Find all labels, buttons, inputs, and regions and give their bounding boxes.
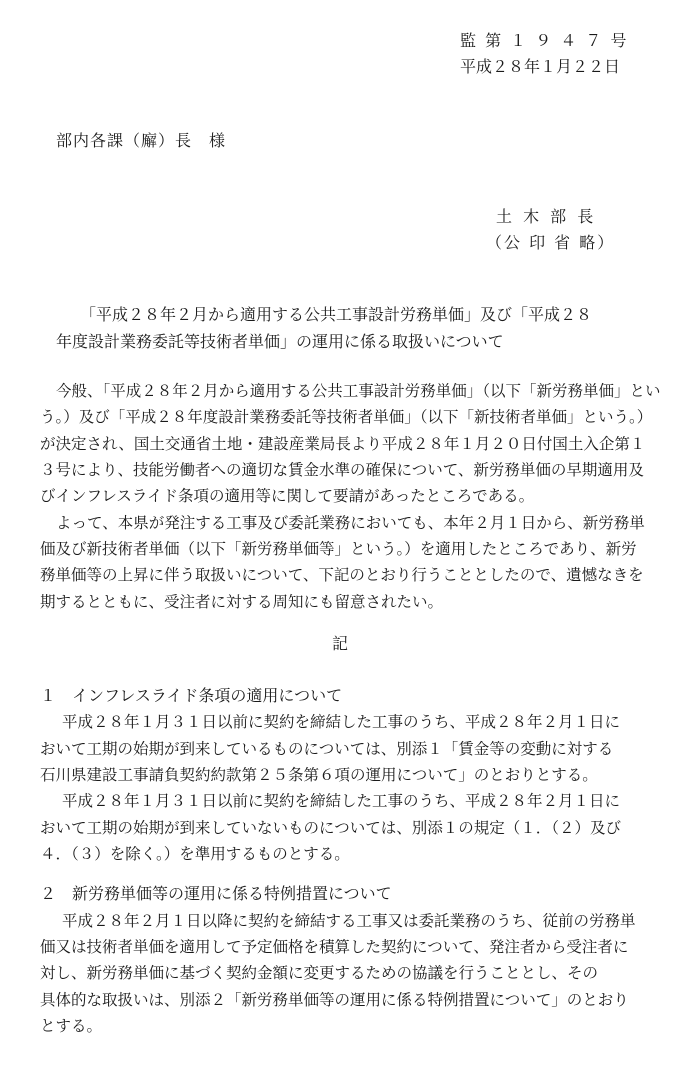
body-p2-line-3: 務単価等の上昇に伴う取扱いについて、下記のとおり行うこととしたので、遺憾なきを (40, 566, 644, 584)
ki-heading: 記 (332, 634, 348, 653)
body-p1-line-5: びインフレスライド条項の適用等に関して要請があったところである。 (40, 487, 535, 505)
document-number: 監 第 １ ９ ４ ７ 号 (460, 31, 629, 50)
body-p2-line-4: 期するとともに、受注者に対する周知にも留意されたい。 (40, 593, 444, 611)
seal-omitted-note: （公 印 省 略） (486, 233, 616, 252)
addressee: 部内各課（廨）長 様 (56, 131, 227, 150)
section-2-p1-line-3: 対し、新労務単価に基づく契約金額に変更するための協議を行うこととし、その (40, 964, 599, 982)
body-p1-line-2: う。）及び「平成２８年度設計業務委託等技術者単価」（以下「新技術者単価」という。） (40, 408, 653, 426)
section-1-heading: １ インフレスライド条項の適用について (40, 686, 343, 705)
section-1-p2-line-1: 平成２８年１月３１日以前に契約を締結した工事のうち、平成２８年２月１日に (62, 792, 621, 810)
section-2-p1-line-2: 価又は技術者単価を適用して予定価格を積算した契約について、発注者から受注者に (40, 938, 629, 956)
body-p1-line-3: が決定され、国土交通省土地・建設産業局長より平成２８年１月２０日付国土入企第１ (40, 435, 646, 453)
body-p2-line-2: 価及び新技術者単価（以下「新労務単価等」という。）を適用したところであり、新労 (40, 540, 637, 558)
body-p1-line-4: ３号により、技能労働者への適切な賃金水準の確保について、新労務単価の早期適用及 (40, 461, 644, 479)
section-1-p1-line-3: 石川県建設工事請負契約約款第２５条第６項の運用について」のとおりとする。 (40, 766, 598, 784)
section-1-p2-line-2: おいて工期の始期が到来していないものについては、別添１の規定（１．（２）及び (40, 819, 621, 837)
section-2-p1-line-4: 具体的な取扱いは、別添２「新労務単価等の運用に係る特例措置について」のとおり (40, 991, 629, 1009)
section-2-p1-line-5: とする。 (40, 1017, 103, 1035)
section-1-p1-line-1: 平成２８年１月３１日以前に契約を締結した工事のうち、平成２８年２月１日に (62, 713, 621, 731)
body-p2-line-1: よって、本県が発注する工事及び委託業務においても、本年２月１日から、新労務単 (56, 514, 645, 532)
section-1-p2-line-3: ４．（３）を除く。）を準用するものとする。 (40, 845, 350, 863)
subject-line-1: 「平成２８年２月から適用する公共工事設計労務単価」及び「平成２８ (80, 305, 593, 324)
document-date: 平成２８年１月２２日 (460, 57, 621, 76)
section-1-p1-line-2: おいて工期の始期が到来しているものについては、別添１「賃金等の変動に対する (40, 740, 614, 758)
sender-title: 土 木 部 長 (496, 207, 597, 226)
body-p1-line-1: 今般、「平成２８年２月から適用する公共工事設計労務単価」（以下「新労務単価」とい (56, 382, 661, 400)
section-2-heading: ２ 新労務単価等の運用に係る特例措置について (40, 884, 392, 903)
subject-line-2: 年度設計業務委託等技術者単価」の運用に係る取扱いについて (56, 332, 504, 351)
section-2-p1-line-1: 平成２８年２月１日以降に契約を締結する工事又は委託業務のうち、従前の労務単 (62, 912, 636, 930)
